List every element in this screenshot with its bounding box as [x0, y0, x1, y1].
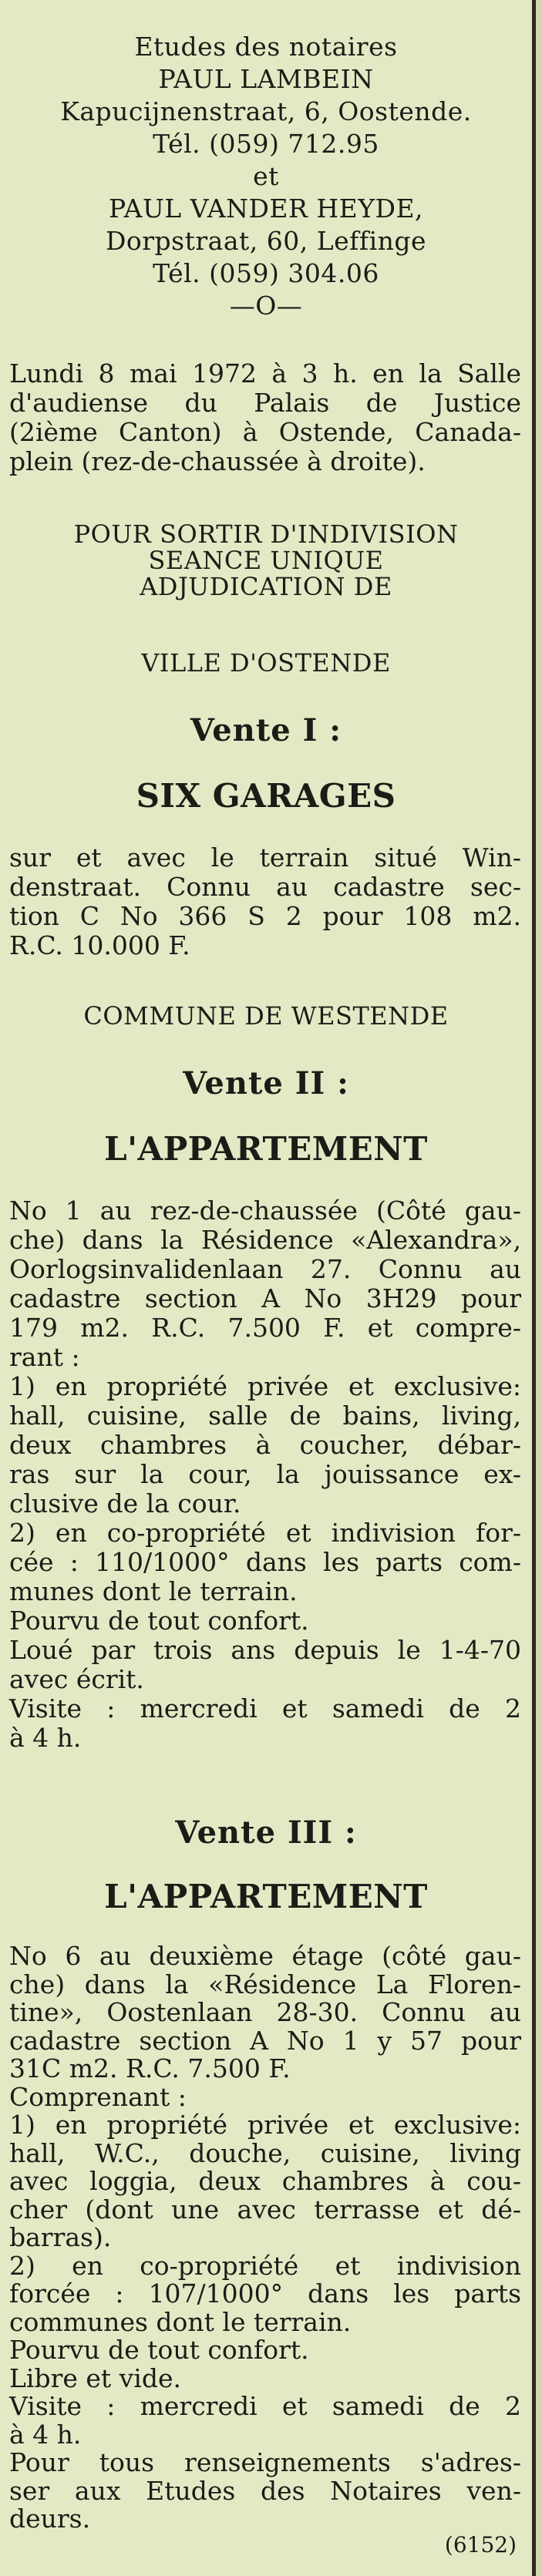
vente-3-line: deurs. — [9, 2504, 91, 2534]
vente-2-line: cée : 110/1000° dans les parts com- — [9, 1547, 521, 1577]
notary-header — [0, 31, 532, 322]
vente-3-line: 31C m2. R.C. 7.500 F. — [9, 2053, 291, 2083]
vente-2-line: Pourvu de tout confort. — [9, 1606, 309, 1636]
vente-3-line: cadastre section A No 1 y 57 pour — [9, 2025, 521, 2056]
vente-3-line: avec loggia, deux chambres à cou- — [9, 2166, 521, 2196]
vente-3-line: communes dont le terrain. — [9, 2306, 352, 2337]
intro-line: (2ième Canton) à Ostende, Canada- — [9, 417, 521, 447]
vente-3-line: Libre et vide. — [9, 2362, 182, 2393]
intro-line: Lundi 8 mai 1972 à 3 h. en la Salle — [9, 358, 521, 388]
header-line: PAUL VANDER HEYDE, — [108, 193, 424, 224]
vente-3-line: à 4 h. — [9, 2419, 82, 2450]
vente-2-line: à 4 h. — [9, 1723, 82, 1753]
vente-2-subtitle: L'APPARTEMENT — [104, 1130, 428, 1168]
vente-1-line: R.C. 10.000 F. — [9, 930, 190, 960]
announcement-line: ADJUDICATION DE — [140, 572, 392, 601]
intro-line: d'audiense du Palais de Justice — [9, 388, 521, 418]
vente-3-line: Comprenant : — [9, 2081, 187, 2112]
header-line: Dorpstraat, 60, Leffinge — [105, 226, 427, 256]
vente-2-line: No 1 au rez-de-chaussée (Côté gau- — [9, 1196, 521, 1226]
vente-2-line: munes dont le terrain. — [9, 1576, 298, 1606]
vente-1-line: denstraat. Connu au cadastre sec- — [9, 872, 521, 902]
vente-3-line: forcée : 107/1000° dans les parts — [9, 2278, 521, 2309]
vente-3-line: 1) en propriété privée et exclusive: — [9, 2110, 521, 2140]
vente-2-line: clusive de la cour. — [9, 1488, 241, 1518]
vente-3-line: No 6 au deuxième étage (côté gau- — [9, 1941, 521, 1971]
vente-2-line: cadastre section A No 3H29 pour — [9, 1283, 521, 1313]
vente-2-line: 179 m2. R.C. 7.500 F. et compre- — [9, 1313, 521, 1343]
vente-3-line: hall, W.C., douche, cuisine, living — [9, 2137, 521, 2168]
vente-2-line: ras sur la cour, la jouissance ex- — [9, 1459, 521, 1489]
vente-3-line: ser aux Etudes des Notaires ven- — [9, 2475, 521, 2506]
vente-2-line: Visite : mercredi et samedi de 2 — [9, 1693, 521, 1723]
announcement-line: SEANCE UNIQUE — [148, 546, 384, 575]
header-line: Kapucijnenstraat, 6, Oostende. — [60, 96, 472, 126]
location-title: VILLE D'OSTENDE — [141, 648, 391, 678]
vente-2-description — [9, 1196, 521, 1753]
vente-3-line: barras). — [9, 2222, 112, 2252]
vente-1-description — [9, 843, 521, 960]
column-edge-shadow — [536, 0, 542, 2576]
vente-1-line: tion C No 366 S 2 pour 108 m2. — [9, 901, 521, 931]
column-rule — [532, 0, 536, 2576]
vente-2-line: hall, cuisine, salle de bains, living, — [9, 1401, 521, 1431]
vente-2-line: avec écrit. — [9, 1664, 144, 1694]
intro-paragraph — [9, 359, 521, 476]
header-line: Etudes des notaires — [134, 32, 398, 62]
vente-1-line: sur et avec le terrain situé Win- — [9, 842, 521, 873]
vente-3-line: Pourvu de tout confort. — [9, 2335, 309, 2365]
vente-2-line: rant : — [9, 1342, 80, 1372]
vente-3-line: 2) en co-propriété et indivision — [9, 2250, 521, 2281]
commune-title: COMMUNE DE WESTENDE — [83, 1001, 449, 1031]
header-line: Tél. (059) 712.95 — [153, 129, 379, 159]
vente-3-subtitle: L'APPARTEMENT — [104, 1878, 428, 1915]
header-line: et — [253, 161, 279, 191]
vente-2-line: 1) en propriété privée et exclusive: — [9, 1371, 521, 1401]
vente-1-subtitle: SIX GARAGES — [136, 777, 396, 815]
vente-3-line: Pour tous renseignements s'adres- — [9, 2447, 521, 2477]
vente-3-line: cher (dont une avec terrasse et dé- — [9, 2194, 521, 2225]
vente-2-line: 2) en co-propriété et indivision for- — [9, 1518, 521, 1548]
vente-2-line: Oorlogsinvalidenlaan 27. Connu au — [9, 1254, 521, 1284]
announcement-line: POUR SORTIR D'INDIVISION — [73, 520, 459, 549]
announcement — [0, 521, 532, 600]
reference-number: (6152) — [444, 2532, 517, 2558]
vente-2-title: Vente II : — [183, 1065, 349, 1101]
vente-3-line: tine», Oostenlaan 28-30. Connu au — [9, 1997, 521, 2027]
vente-3-line: Visite : mercredi et samedi de 2 — [9, 2391, 521, 2421]
header-line: Tél. (059) 304.06 — [153, 258, 379, 288]
vente-3-title: Vente III : — [175, 1814, 357, 1851]
vente-3-description — [9, 1942, 521, 2534]
vente-2-line: che) dans la Résidence «Alexandra», — [9, 1225, 521, 1255]
vente-1-title: Vente I : — [190, 712, 342, 748]
vente-2-line: Loué par trois ans depuis le 1-4-70 — [9, 1635, 521, 1665]
intro-line: plein (rez-de-chaussée à droite). — [9, 446, 426, 476]
vente-3-line: che) dans la «Résidence La Floren- — [9, 1969, 521, 1999]
header-separator: —O— — [229, 291, 303, 321]
vente-2-line: deux chambres à coucher, débar- — [9, 1430, 521, 1460]
header-line: PAUL LAMBEIN — [158, 64, 374, 94]
